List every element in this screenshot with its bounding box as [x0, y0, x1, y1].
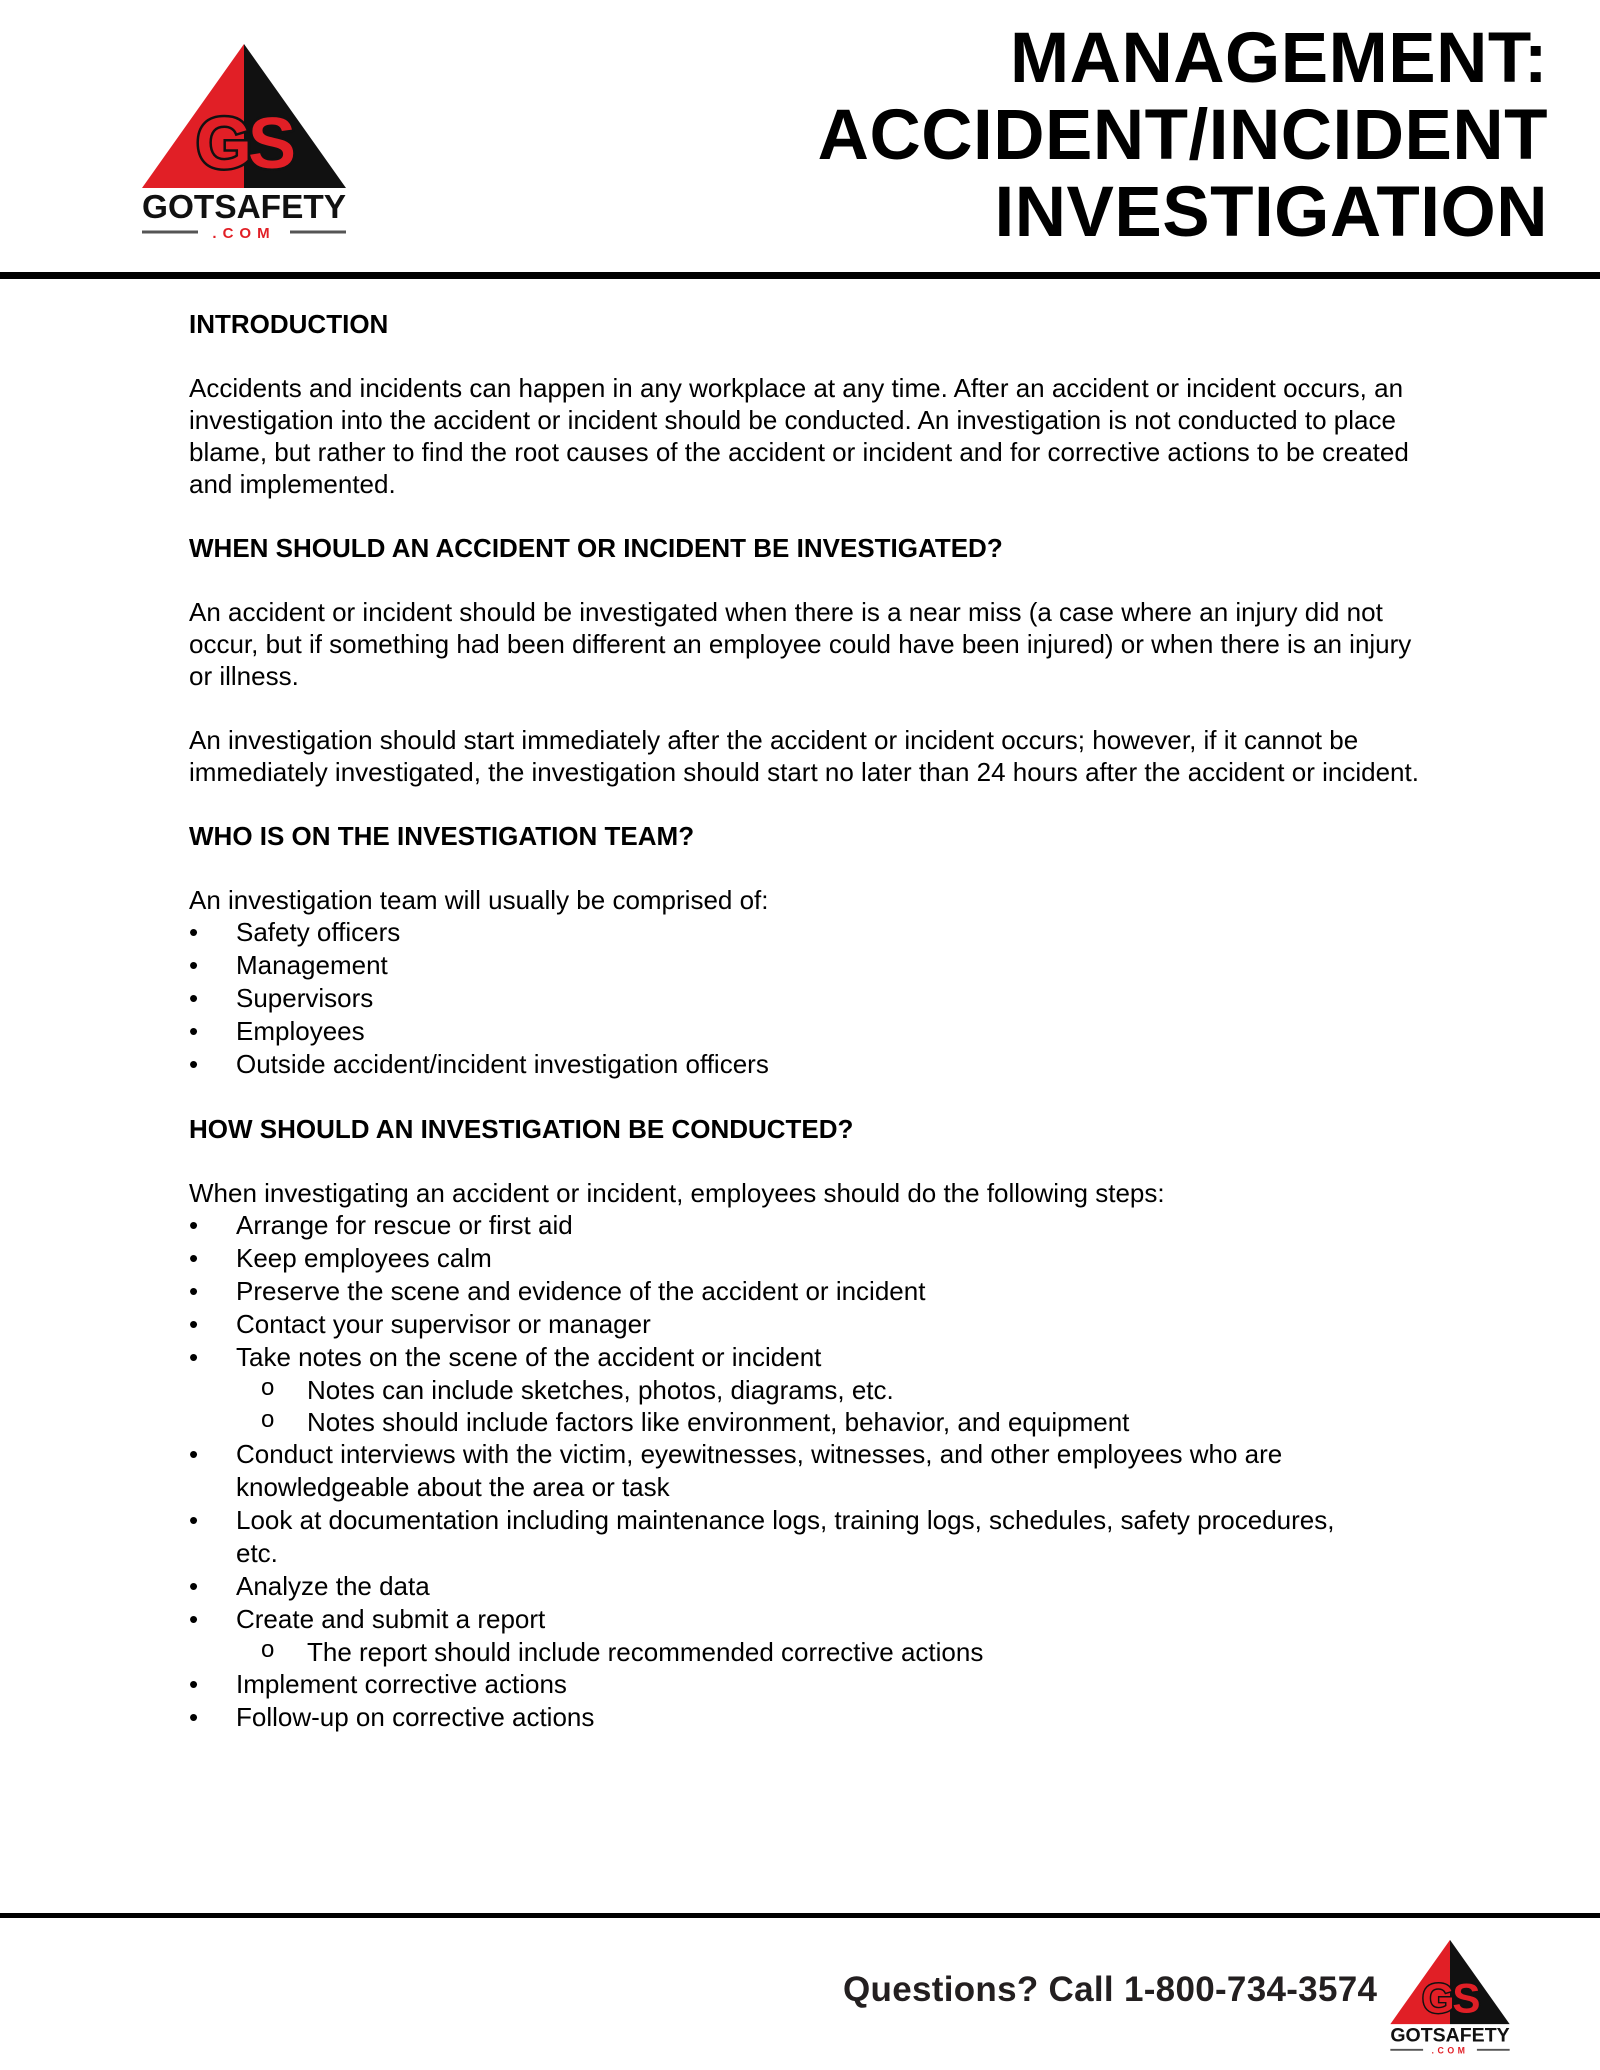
logo-monogram: GS	[195, 104, 293, 184]
how-heading: HOW SHOULD AN INVESTIGATION BE CONDUCTED?	[189, 1114, 854, 1144]
gotsafety-logo-footer	[1388, 1936, 1512, 2056]
when-paragraph-2: An investigation should start immediately after the accident or incident occurs; however, if it cannot be immediately investigated, the investigation should start no later than 24 hours after the accident or incident.	[189, 725, 1419, 787]
team-heading: WHO IS ON THE INVESTIGATION TEAM?	[189, 821, 695, 851]
notes-sublist	[236, 1374, 1429, 1438]
steps-list	[189, 1209, 1429, 1734]
list-item-documentation	[189, 1504, 1429, 1570]
step-text-continued: knowledgeable about the area or task	[236, 1472, 670, 1502]
intro-paragraph: Accidents and incidents can happen in any workplace at any time. After an accident or incident occurs, an investigation into the accident or incident should be conducted. An investigation is not conducted to place blame, but rather to find the root causes of the accident or incident and for corrective actions to be created and implemented.	[189, 373, 1409, 499]
title-line-3: INVESTIGATION	[994, 173, 1548, 252]
sub-list-item: o The report should include recommended corrective actions	[236, 1636, 1429, 1668]
step-text: • Take notes on the scene of the accident or incident	[236, 1342, 822, 1372]
list-item: • Follow-up on corrective actions	[189, 1701, 1429, 1734]
step-text: • Look at documentation including maintenance logs, training logs, schedules, safety procedures,	[236, 1505, 1335, 1535]
how-intro: When investigating an accident or incident, employees should do the following steps:	[189, 1178, 1165, 1208]
list-item: • Management	[189, 949, 1429, 982]
list-item: • Safety officers	[189, 916, 1429, 949]
header-divider	[0, 272, 1600, 279]
footer-divider	[0, 1913, 1600, 1918]
intro-heading: INTRODUCTION	[189, 309, 389, 339]
list-item-interviews	[189, 1438, 1429, 1504]
page-title	[818, 20, 1548, 251]
when-heading: WHEN SHOULD AN ACCIDENT OR INCIDENT BE INVESTIGATED?	[189, 533, 1003, 563]
list-item: • Arrange for rescue or first aid	[189, 1209, 1429, 1242]
team-intro: An investigation team will usually be comprised of:	[189, 885, 769, 915]
logo-dotcom: .COM	[1431, 2045, 1469, 2056]
list-item: • Keep employees calm	[189, 1242, 1429, 1275]
list-item: • Implement corrective actions	[189, 1668, 1429, 1701]
list-item-notes	[189, 1341, 1429, 1438]
list-item-report	[189, 1603, 1429, 1668]
title-line-2: ACCIDENT/INCIDENT	[817, 96, 1548, 175]
list-item: • Supervisors	[189, 982, 1429, 1015]
logo-wordmark: GOTSAFETY	[142, 188, 346, 225]
sub-list-item: o Notes can include sketches, photos, diagrams, etc.	[236, 1374, 1429, 1406]
list-item: • Outside accident/incident investigation officers	[189, 1048, 1429, 1081]
step-text: • Conduct interviews with the victim, eyewitnesses, witnesses, and other employees who are	[236, 1439, 1283, 1469]
step-text: • Create and submit a report	[236, 1604, 546, 1634]
report-sublist	[236, 1636, 1429, 1668]
gotsafety-logo	[138, 40, 350, 240]
logo-monogram: GS	[1421, 1974, 1479, 2022]
team-list	[189, 916, 1429, 1081]
list-item: • Employees	[189, 1015, 1429, 1048]
footer-contact: Questions? Call 1-800-734-3574	[843, 1970, 1378, 2009]
logo-wordmark: GOTSAFETY	[1390, 2025, 1510, 2047]
title-line-1: MANAGEMENT:	[1010, 19, 1548, 98]
sub-list-item: o Notes should include factors like environment, behavior, and equipment	[236, 1406, 1429, 1438]
list-item: • Contact your supervisor or manager	[189, 1308, 1429, 1341]
list-item: • Preserve the scene and evidence of the accident or incident	[189, 1275, 1429, 1308]
logo-dotcom: .COM	[212, 225, 276, 240]
step-text-continued: etc.	[236, 1538, 278, 1568]
list-item: • Analyze the data	[189, 1570, 1429, 1603]
when-paragraph-1: An accident or incident should be investigated when there is a near miss (a case where an injury did not occur, but if something had been different an employee could have been injured) or when there is an injury or illness.	[189, 597, 1412, 691]
document-body	[189, 308, 1429, 1766]
